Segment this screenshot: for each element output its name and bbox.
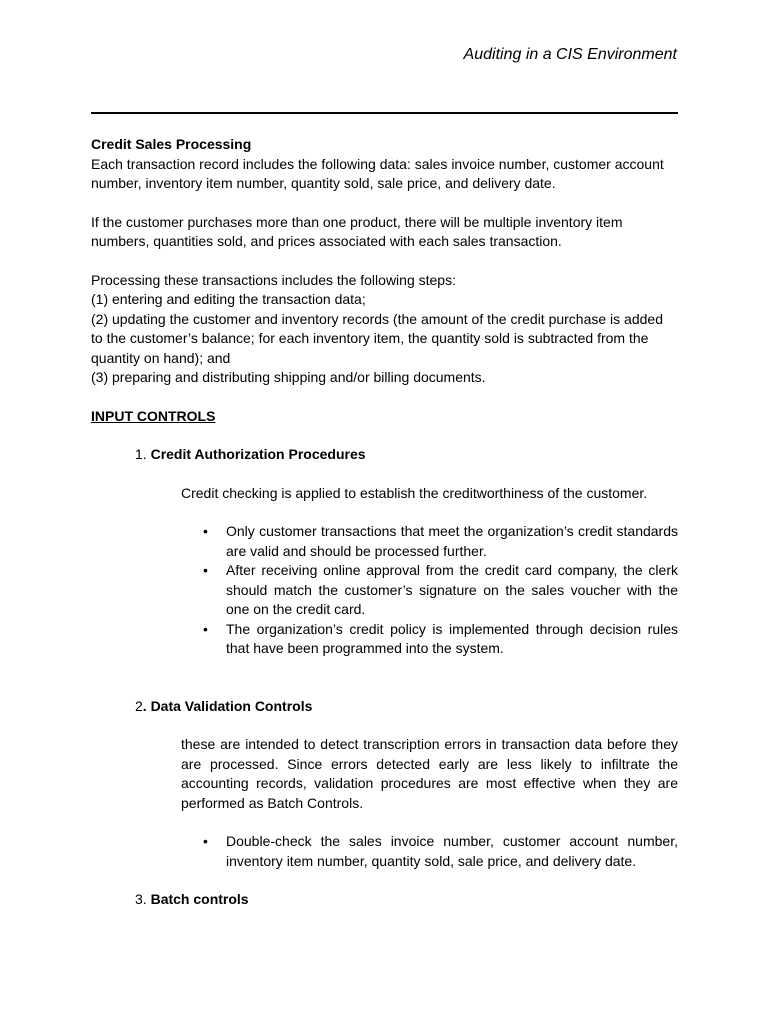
bullet-item <box>181 620 678 659</box>
bullet-icon: • <box>203 523 208 539</box>
control-heading-data-validation <box>135 697 678 717</box>
bullet-list <box>181 832 678 871</box>
control-title: Batch controls <box>150 891 249 907</box>
control-title: . Data Validation Controls <box>142 697 313 714</box>
control-number: 2 <box>135 697 143 714</box>
section-title: Credit Sales Processing <box>91 136 252 152</box>
control-number: 1. <box>135 446 147 462</box>
bullet-item <box>181 522 678 561</box>
step-item: (2) updating the customer and inventory records (the amount of the credit purchase is added to the customer’s balance; for each inventory item, the quantity sold is subtracted from the quantity on hand); and <box>91 310 663 366</box>
bullet-icon: • <box>203 562 208 578</box>
control-title: Credit Authorization Procedures <box>150 446 366 462</box>
step-item: (1) entering and editing the transaction data; <box>91 291 366 307</box>
step-item: (3) preparing and distributing shipping and/or billing documents. <box>91 369 486 385</box>
control-description: Credit checking is applied to establish the creditworthiness of the customer. <box>181 484 648 501</box>
control-heading-credit-authorization <box>135 445 678 465</box>
bullet-icon: • <box>203 833 208 849</box>
bullet-item <box>181 561 678 620</box>
page-header-title: Auditing in a CIS Environment <box>463 46 677 63</box>
steps-intro: Processing these transactions includes the following steps: <box>91 271 456 288</box>
control-heading-batch-controls <box>135 890 678 910</box>
bullet-text: Only customer transactions that meet the organization’s credit standards are valid and should be processed further. <box>226 523 678 559</box>
bullet-icon: • <box>203 620 208 637</box>
input-controls-heading: INPUT CONTROLS <box>91 407 216 424</box>
bullet-text: After receiving online approval from the credit card company, the clerk should match the customer’s signature on the sales voucher with the one on the credit card. <box>226 562 678 617</box>
paragraph-transaction-data: Each transaction record includes the following data: sales invoice number, customer account number, inventory item number, quantity sold, sale price, and delivery date. <box>91 155 664 191</box>
bullet-text: The organization’s credit policy is implemented through decision rules that have been programmed into the system. <box>226 620 678 656</box>
bullet-item <box>181 832 678 871</box>
bullet-text: Double-check the sales invoice number, customer account number, inventory item number, quantity sold, sale price, and delivery date. <box>226 833 678 869</box>
control-number: 3. <box>135 891 147 907</box>
header-divider <box>91 112 678 114</box>
paragraph-multiple-products: If the customer purchases more than one product, there will be multiple inventory item numbers, quantities sold, and prices associated with each sales transaction. <box>91 213 623 249</box>
bullet-list <box>181 522 678 659</box>
document-body <box>91 135 678 910</box>
control-description: these are intended to detect transcription errors in transaction data before they are processed. Since errors detected early are less likely to infiltrate the accounting records, validation procedures are most effective when they are performed as Batch Controls. <box>181 736 678 811</box>
